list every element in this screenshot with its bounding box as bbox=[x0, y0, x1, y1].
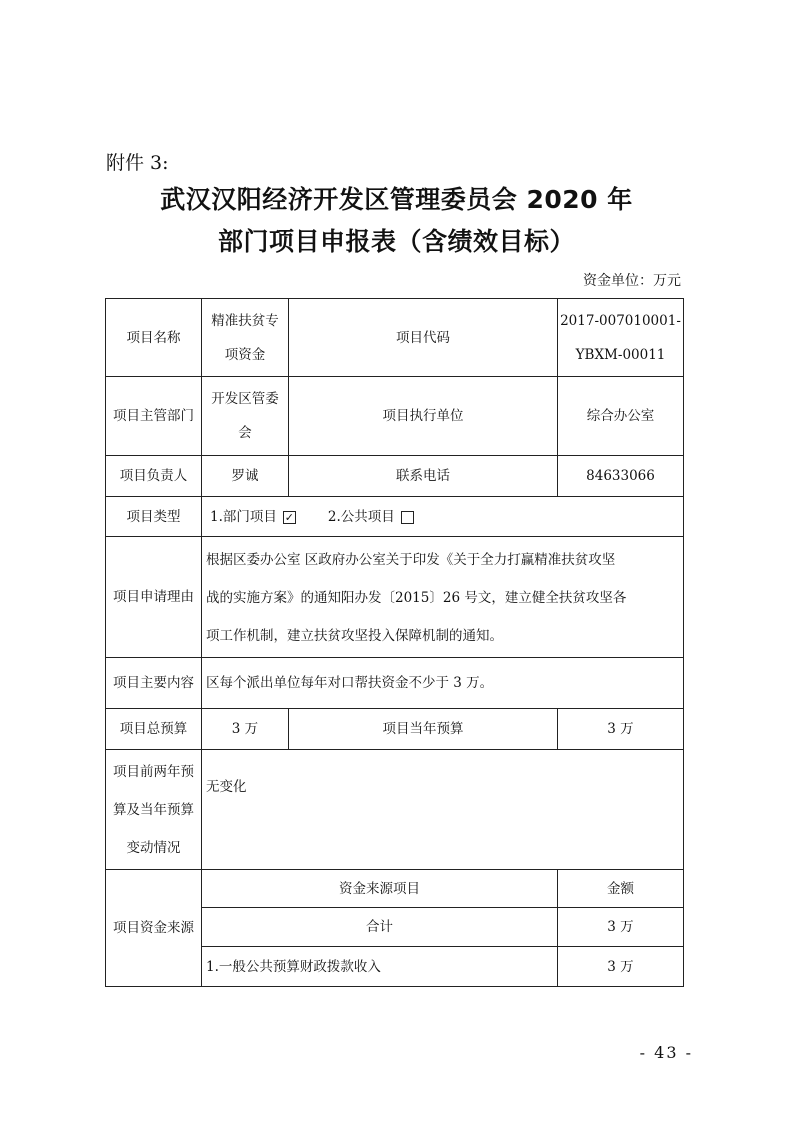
type-options bbox=[201, 496, 684, 537]
exec-unit-label: 项目执行单位 bbox=[288, 376, 558, 456]
total-budget-value: 3 万 bbox=[201, 708, 289, 750]
project-name-value: 精准扶贫专 项资金 bbox=[201, 298, 289, 377]
exec-unit-value: 综合办公室 bbox=[557, 376, 684, 456]
dept-label: 项目主管部门 bbox=[105, 376, 202, 456]
project-name-label: 项目名称 bbox=[105, 298, 202, 377]
type-option-public: 2.公共项目 bbox=[328, 500, 414, 534]
dept-value: 开发区管委 会 bbox=[201, 376, 289, 456]
change-value: 无变化 bbox=[201, 749, 684, 870]
page-number: - 43 - bbox=[639, 1043, 693, 1062]
phone-label: 联系电话 bbox=[288, 455, 558, 497]
total-budget-label: 项目总预算 bbox=[105, 708, 202, 750]
document-title-line1: 武汉汉阳经济开发区管理委员会 2020 年 bbox=[160, 185, 633, 214]
funding-label: 项目资金来源 bbox=[105, 869, 202, 987]
empty-checkbox-icon bbox=[401, 511, 414, 524]
funding-total-label: 合计 bbox=[201, 907, 558, 947]
funding-item-label: 1.一般公共预算财政拨款收入 bbox=[201, 946, 558, 987]
type-label: 项目类型 bbox=[105, 496, 202, 537]
content-label: 项目主要内容 bbox=[105, 657, 202, 709]
type-option-department: 1.部门项目 ✓ bbox=[210, 508, 294, 525]
project-code-label: 项目代码 bbox=[288, 298, 558, 377]
checked-checkbox-icon: ✓ bbox=[284, 510, 294, 524]
funding-header-source: 资金来源项目 bbox=[201, 869, 558, 908]
attachment-label: 附件 3: bbox=[106, 152, 169, 174]
reason-label: 项目申请理由 bbox=[105, 536, 202, 658]
leader-label: 项目负责人 bbox=[105, 455, 202, 497]
document-title-line2: 部门项目申报表（含绩效目标） bbox=[217, 227, 575, 256]
funding-item-value: 3 万 bbox=[557, 946, 684, 987]
fund-unit-note: 资金单位：万元 bbox=[583, 273, 681, 289]
phone-value: 84633066 bbox=[557, 455, 684, 497]
content-value: 区每个派出单位每年对口帮扶资金不少于 3 万。 bbox=[201, 657, 684, 709]
funding-header-amount: 金额 bbox=[557, 869, 684, 908]
project-code-value: 2017-007010001- YBXM-00011 bbox=[557, 298, 684, 377]
year-budget-value: 3 万 bbox=[557, 708, 684, 750]
reason-value: 根据区委办公室 区政府办公室关于印发《关于全力打赢精准扶贫攻坚 战的实施方案》的通知阳办发〔2015〕26 号文，建立健全扶贫攻坚各 项工作机制，建立扶贫攻坚投入保障机制的通知。 bbox=[201, 536, 684, 658]
year-budget-label: 项目当年预算 bbox=[288, 708, 558, 750]
change-label: 项目前两年预 算及当年预算 变动情况 bbox=[105, 749, 202, 870]
leader-value: 罗诚 bbox=[201, 455, 289, 497]
funding-total-value: 3 万 bbox=[557, 907, 684, 947]
